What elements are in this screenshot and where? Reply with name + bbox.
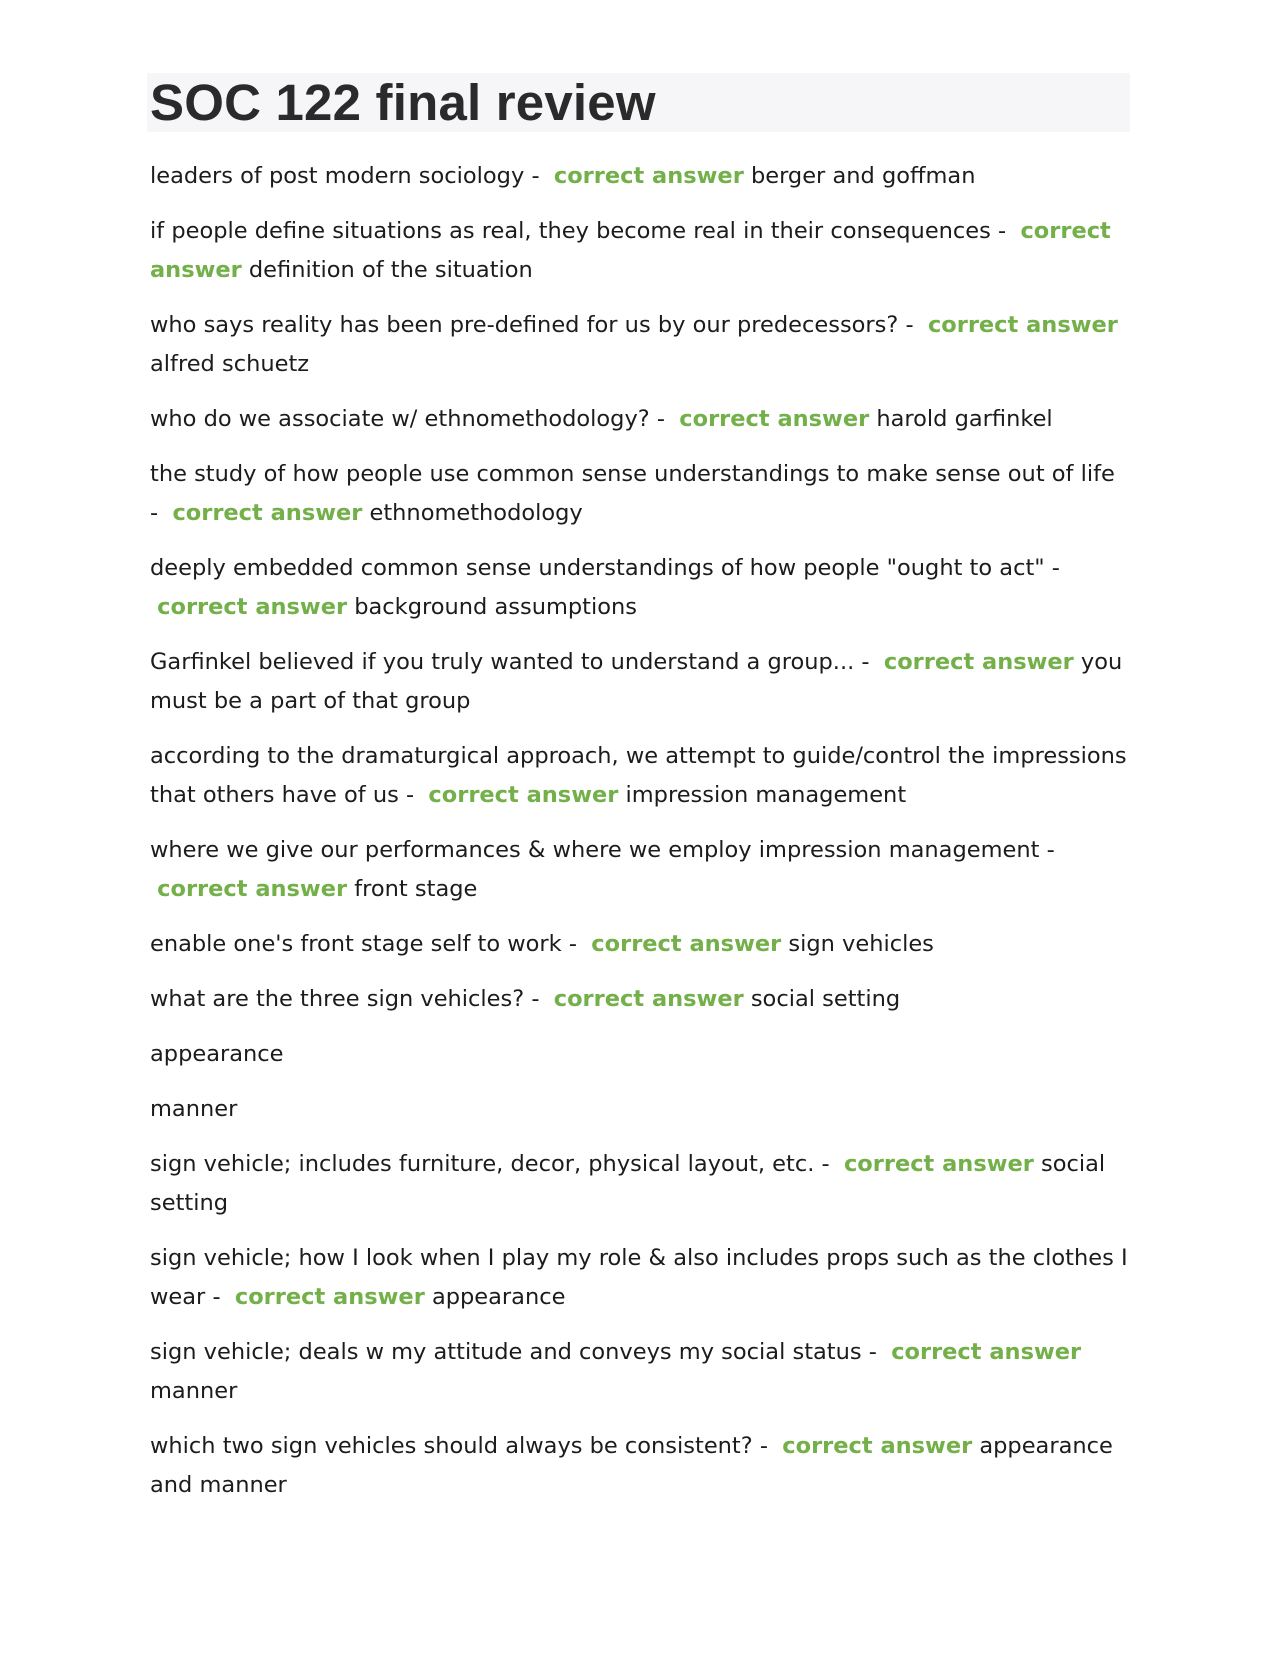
correct-answer-label: correct answer [927, 312, 1118, 338]
question-text: which two sign vehicles should always be consistent? [150, 1433, 753, 1459]
separator: - [150, 837, 1055, 902]
question-text: the study of how people use common sense understandings to make sense out of life [150, 461, 1115, 487]
flashcard-entry [150, 1239, 1130, 1317]
question-text: sign vehicle; how I look when I play my role & also includes props such as the clothes I wear [150, 1245, 1128, 1310]
correct-answer-label: correct answer [891, 1339, 1082, 1365]
answer-text: front stage [347, 876, 478, 902]
answer-text: berger and goffman [743, 163, 976, 189]
question-text: appearance [150, 1041, 284, 1067]
separator: - [898, 312, 928, 338]
answer-text: social setting [150, 1151, 1106, 1216]
correct-answer-label: correct answer [172, 500, 363, 526]
flashcard-entry [150, 1145, 1130, 1223]
flashcard-entry [150, 643, 1130, 721]
correct-answer-label: correct answer [157, 594, 348, 620]
correct-answer-label: correct answer [234, 1284, 425, 1310]
correct-answer-label: correct answer [150, 218, 1111, 283]
separator: - [205, 1284, 235, 1310]
flashcard-entry [150, 549, 1130, 627]
separator: - [524, 986, 554, 1012]
answer-text: impression management [618, 782, 907, 808]
answer-text: alfred schuetz [150, 351, 310, 377]
flashcard-entry [150, 212, 1130, 290]
separator: - [150, 555, 1060, 620]
flashcard-entry [150, 925, 1130, 964]
question-text: Garfinkel believed if you truly wanted to understand a group... [150, 649, 855, 675]
question-text: enable one's front stage self to work [150, 931, 562, 957]
flashcard-entry [150, 831, 1130, 909]
question-text: according to the dramaturgical approach, we attempt to guide/control the impressions that others have of us [150, 743, 1127, 808]
answer-text: sign vehicles [781, 931, 934, 957]
answer-text: ethnomethodology [362, 500, 583, 526]
correct-answer-label: correct answer [157, 876, 348, 902]
flashcard-entry [150, 400, 1130, 439]
separator: - [990, 218, 1021, 244]
correct-answer-label: correct answer [679, 406, 870, 432]
correct-answer-label: correct answer [782, 1433, 973, 1459]
separator: - [649, 406, 680, 432]
answer-text: you must be a part of that group [150, 649, 1123, 714]
flashcard-entry [150, 1333, 1130, 1411]
correct-answer-label: correct answer [883, 649, 1074, 675]
separator: - [861, 1339, 892, 1365]
separator: - [398, 782, 429, 808]
flashcard-entry [150, 737, 1130, 815]
flashcard-entry [150, 980, 1130, 1019]
question-text: leaders of post modern sociology [150, 163, 525, 189]
question-text: manner [150, 1096, 238, 1122]
separator: - [524, 163, 554, 189]
question-text: who do we associate w/ ethnomethodology? [150, 406, 650, 432]
correct-answer-label: correct answer [428, 782, 619, 808]
flashcard-entry [150, 306, 1130, 384]
correct-answer-label: correct answer [553, 163, 744, 189]
answer-text: background assumptions [347, 594, 637, 620]
correct-answer-label: correct answer [591, 931, 782, 957]
answer-text: social setting [743, 986, 901, 1012]
answer-text: harold garfinkel [869, 406, 1053, 432]
page-title: SOC 122 final review [150, 74, 656, 131]
separator: - [150, 500, 173, 526]
correct-answer-label: correct answer [553, 986, 744, 1012]
answer-text: manner [150, 1378, 238, 1404]
flashcard-entry [150, 1427, 1130, 1505]
question-text: deeply embedded common sense understandings of how people "ought to act" [150, 555, 1045, 581]
correct-answer-label: correct answer [843, 1151, 1034, 1177]
question-text: where we give our performances & where we employ impression management [150, 837, 1040, 863]
answer-text: appearance and manner [150, 1433, 1113, 1498]
question-text: sign vehicle; includes furniture, decor, physical layout, etc. [150, 1151, 815, 1177]
question-text: sign vehicle; deals w my attitude and conveys my social status [150, 1339, 862, 1365]
flashcard-entry [150, 455, 1130, 533]
separator: - [814, 1151, 844, 1177]
separator: - [752, 1433, 783, 1459]
separator: - [561, 931, 592, 957]
answer-text: appearance [424, 1284, 566, 1310]
separator: - [854, 649, 884, 675]
question-text: who says reality has been pre-defined for us by our predecessors? [150, 312, 899, 338]
flashcard-list [150, 157, 1130, 1521]
flashcard-entry [150, 1090, 1130, 1129]
question-text: what are the three sign vehicles? [150, 986, 525, 1012]
question-text: if people define situations as real, they become real in their consequences [150, 218, 991, 244]
flashcard-entry [150, 1035, 1130, 1074]
flashcard-entry [150, 157, 1130, 196]
answer-text: definition of the situation [241, 257, 533, 283]
